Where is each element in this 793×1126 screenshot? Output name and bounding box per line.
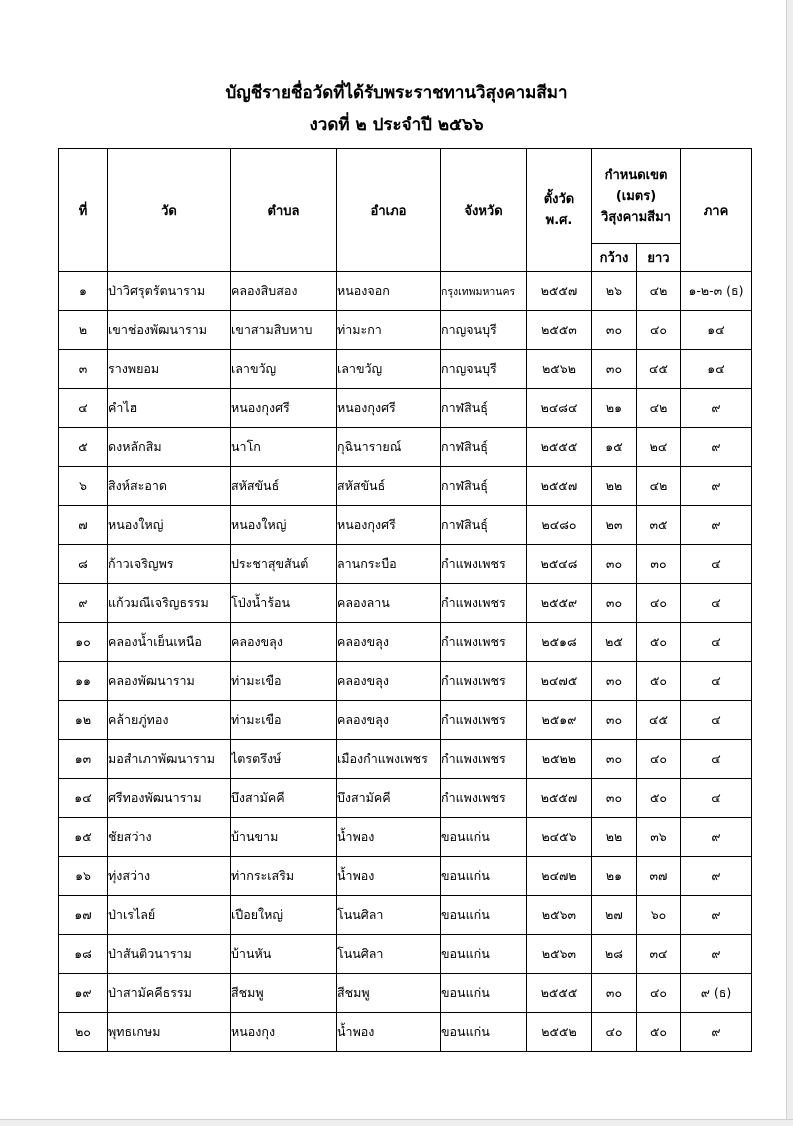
table-row [59,935,752,974]
cell-subdistrict: หนองกุงศรี [231,389,337,428]
header-boundary-line1: กำหนดเขต [604,167,668,183]
cell-length: ๒๔ [637,428,681,467]
cell-region: ๙ [681,467,752,506]
cell-no: ๔ [59,389,108,428]
cell-founded: ๒๔๕๖ [527,818,592,857]
cell-district: บึงสามัคคี [337,779,441,818]
cell-temple: แก้วมณีเจริญธรรม [108,584,231,623]
cell-province: กาฬสินธุ์ [441,428,527,467]
cell-no: ๑๘ [59,935,108,974]
cell-founded: ๒๕๒๒ [527,740,592,779]
cell-no: ๑๗ [59,896,108,935]
cell-region: ๙ [681,1013,752,1052]
header-boundary-line2: (เมตร) [615,188,657,204]
cell-length: ๕๐ [637,662,681,701]
cell-region: ๙ [681,857,752,896]
cell-length: ๔๐ [637,740,681,779]
cell-temple: ดงหลักสิม [108,428,231,467]
cell-founded: ๒๔๘๔ [527,389,592,428]
cell-founded: ๒๕๖๒ [527,350,592,389]
cell-region: ๙ [681,935,752,974]
cell-subdistrict: นาโก [231,428,337,467]
cell-length: ๔๐ [637,584,681,623]
cell-province: ขอนแก่น [441,818,527,857]
cell-region: ๔ [681,545,752,584]
cell-temple: พุทธเกษม [108,1013,231,1052]
table-row [59,740,752,779]
cell-temple: ป่าสันติวนาราม [108,935,231,974]
cell-district: โนนศิลา [337,935,441,974]
cell-district: หนองกุงศรี [337,389,441,428]
cell-temple: ป่าสามัคคีธรรม [108,974,231,1013]
cell-subdistrict: ท่ามะเขือ [231,701,337,740]
cell-founded: ๒๕๖๓ [527,935,592,974]
cell-temple: รางพยอม [108,350,231,389]
cell-province: กรุงเทพมหานคร [441,272,527,311]
cell-province: ขอนแก่น [441,896,527,935]
cell-region: ๙ (ธ) [681,974,752,1013]
cell-founded: ๒๔๗๕ [527,662,592,701]
cell-region: ๙ [681,428,752,467]
table-row [59,350,752,389]
table-row [59,584,752,623]
table-row [59,779,752,818]
cell-width: ๒๑ [592,389,637,428]
cell-province: กาญจนบุรี [441,311,527,350]
cell-district: น้ำพอง [337,857,441,896]
cell-subdistrict: บึงสามัคคี [231,779,337,818]
table-row [59,389,752,428]
cell-region: ๑๔ [681,350,752,389]
page-edge-bottom [0,1119,793,1126]
cell-region: ๙ [681,818,752,857]
table-row [59,857,752,896]
cell-no: ๖ [59,467,108,506]
cell-founded: ๒๕๕๙ [527,584,592,623]
cell-founded: ๒๕๖๓ [527,896,592,935]
cell-length: ๕๐ [637,623,681,662]
header-no: ที่ [59,149,108,272]
cell-length: ๔๕ [637,701,681,740]
cell-subdistrict: ไตรตรึงษ์ [231,740,337,779]
cell-subdistrict: คลองสิบสอง [231,272,337,311]
cell-district: คลองขลุง [337,623,441,662]
cell-district: ท่ามะกา [337,311,441,350]
header-region: ภาค [681,149,752,272]
cell-subdistrict: เลาขวัญ [231,350,337,389]
cell-founded: ๒๕๕๓ [527,311,592,350]
cell-district: เมืองกำแพงเพชร [337,740,441,779]
cell-temple: คล้ายภู่ทอง [108,701,231,740]
header-temple: วัด [108,149,231,272]
cell-width: ๒๒ [592,467,637,506]
table-row [59,545,752,584]
cell-province: กาญจนบุรี [441,350,527,389]
cell-subdistrict: ประชาสุขสันต์ [231,545,337,584]
cell-subdistrict: บ้านหัน [231,935,337,974]
cell-width: ๓๐ [592,584,637,623]
cell-width: ๒๖ [592,272,637,311]
cell-region: ๔ [681,779,752,818]
cell-width: ๒๓ [592,506,637,545]
header-length: ยาว [637,244,681,272]
cell-width: ๓๐ [592,662,637,701]
cell-width: ๓๐ [592,545,637,584]
table-row [59,623,752,662]
cell-region: ๑๔ [681,311,752,350]
cell-no: ๑๓ [59,740,108,779]
cell-region: ๔ [681,662,752,701]
cell-length: ๔๐ [637,974,681,1013]
cell-length: ๔๒ [637,389,681,428]
cell-subdistrict: สีชมพู [231,974,337,1013]
cell-temple: มอสำเภาพัฒนาราม [108,740,231,779]
cell-length: ๔๕ [637,350,681,389]
cell-district: สหัสขันธ์ [337,467,441,506]
cell-province: กำแพงเพชร [441,662,527,701]
cell-founded: ๒๔๗๒ [527,857,592,896]
cell-temple: คลองพัฒนาราม [108,662,231,701]
cell-no: ๓ [59,350,108,389]
cell-no: ๒ [59,311,108,350]
cell-district: คลองลาน [337,584,441,623]
cell-province: กำแพงเพชร [441,584,527,623]
cell-length: ๔๒ [637,467,681,506]
cell-province: กำแพงเพชร [441,623,527,662]
cell-province: ขอนแก่น [441,1013,527,1052]
cell-founded: ๒๕๕๗ [527,272,592,311]
cell-founded: ๒๕๑๙ [527,701,592,740]
cell-district: หนองจอก [337,272,441,311]
cell-width: ๒๕ [592,623,637,662]
cell-length: ๓๕ [637,506,681,545]
cell-no: ๒๐ [59,1013,108,1052]
cell-temple: ป่าวิศรุตรัตนาราม [108,272,231,311]
cell-subdistrict: เปือยใหญ่ [231,896,337,935]
header-subdistrict: ตำบล [231,149,337,272]
cell-width: ๓๐ [592,779,637,818]
table-row [59,974,752,1013]
cell-length: ๕๐ [637,779,681,818]
cell-temple: คลองน้ำเย็นเหนือ [108,623,231,662]
cell-subdistrict: สหัสขันธ์ [231,467,337,506]
cell-subdistrict: ท่ากระเสริม [231,857,337,896]
cell-district: กุฉินารายณ์ [337,428,441,467]
cell-subdistrict: โป่งน้ำร้อน [231,584,337,623]
cell-subdistrict: บ้านขาม [231,818,337,857]
header-district: อำเภอ [337,149,441,272]
cell-width: ๒๗ [592,896,637,935]
cell-no: ๙ [59,584,108,623]
cell-subdistrict: คลองขลุง [231,623,337,662]
cell-district: โนนศิลา [337,896,441,935]
header-boundary-line3: วิสุงคามสีมา [601,209,671,225]
cell-region: ๔ [681,740,752,779]
table-row [59,311,752,350]
cell-temple: ก้าวเจริญพร [108,545,231,584]
cell-no: ๗ [59,506,108,545]
cell-province: ขอนแก่น [441,857,527,896]
cell-subdistrict: เขาสามสิบหาบ [231,311,337,350]
cell-region: ๔ [681,701,752,740]
cell-district: น้ำพอง [337,818,441,857]
cell-founded: ๒๕๑๘ [527,623,592,662]
table-row [59,818,752,857]
cell-no: ๑๙ [59,974,108,1013]
cell-width: ๒๑ [592,857,637,896]
cell-length: ๕๐ [637,1013,681,1052]
cell-province: กำแพงเพชร [441,545,527,584]
cell-subdistrict: หนองกุง [231,1013,337,1052]
cell-temple: หนองใหญ่ [108,506,231,545]
cell-region: ๑-๒-๓ (ธ) [681,272,752,311]
cell-province: ขอนแก่น [441,974,527,1013]
cell-region: ๔ [681,623,752,662]
cell-length: ๓๔ [637,935,681,974]
header-province: จังหวัด [441,149,527,272]
table-row [59,662,752,701]
cell-province: กำแพงเพชร [441,779,527,818]
table-row [59,428,752,467]
cell-no: ๑๔ [59,779,108,818]
table-row [59,1013,752,1052]
cell-province: กาฬสินธุ์ [441,389,527,428]
cell-width: ๔๐ [592,1013,637,1052]
header-founded-line1: ตั้งวัด [543,192,575,207]
cell-width: ๓๐ [592,974,637,1013]
cell-width: ๓๐ [592,311,637,350]
cell-founded: ๒๕๕๕ [527,428,592,467]
cell-length: ๔๒ [637,272,681,311]
cell-district: คลองขลุง [337,701,441,740]
cell-width: ๓๐ [592,701,637,740]
cell-no: ๑๑ [59,662,108,701]
temple-register-table [58,148,752,1052]
cell-temple: ศรีทองพัฒนาราม [108,779,231,818]
cell-founded: ๒๔๘๐ [527,506,592,545]
cell-district: คลองขลุง [337,662,441,701]
cell-temple: ชัยสว่าง [108,818,231,857]
cell-temple: เขาช่องพัฒนาราม [108,311,231,350]
cell-district: หนองกุงศรี [337,506,441,545]
cell-no: ๕ [59,428,108,467]
cell-width: ๑๕ [592,428,637,467]
cell-no: ๑๐ [59,623,108,662]
table-row [59,506,752,545]
cell-founded: ๒๕๕๗ [527,467,592,506]
cell-length: ๔๐ [637,311,681,350]
cell-founded: ๒๕๕๗ [527,779,592,818]
cell-province: กำแพงเพชร [441,701,527,740]
cell-no: ๑๕ [59,818,108,857]
cell-temple: ป่าเรไลย์ [108,896,231,935]
cell-no: ๑๒ [59,701,108,740]
page-edge-right [786,0,793,1126]
cell-width: ๒๒ [592,818,637,857]
cell-province: ขอนแก่น [441,935,527,974]
document-title: บัญชีรายชื่อวัดที่ได้รับพระราชทานวิสุงคามสีมา [225,83,568,103]
cell-no: ๑๖ [59,857,108,896]
header-founded [527,149,592,272]
cell-founded: ๒๕๕๒ [527,1013,592,1052]
cell-district: เลาขวัญ [337,350,441,389]
cell-subdistrict: ท่ามะเขือ [231,662,337,701]
cell-founded: ๒๕๕๕ [527,974,592,1013]
cell-district: น้ำพอง [337,1013,441,1052]
cell-width: ๒๘ [592,935,637,974]
cell-temple: คำไฮ [108,389,231,428]
cell-region: ๙ [681,389,752,428]
table-row [59,701,752,740]
cell-no: ๘ [59,545,108,584]
header-width: กว้าง [592,244,637,272]
header-boundary [592,149,681,244]
cell-temple: ทุ่งสว่าง [108,857,231,896]
cell-no: ๑ [59,272,108,311]
cell-width: ๓๐ [592,350,637,389]
cell-region: ๙ [681,896,752,935]
cell-province: กาฬสินธุ์ [441,506,527,545]
cell-length: ๓๐ [637,545,681,584]
cell-province: กำแพงเพชร [441,740,527,779]
cell-region: ๙ [681,506,752,545]
cell-region: ๔ [681,584,752,623]
cell-width: ๓๐ [592,740,637,779]
table-row [59,467,752,506]
document-subtitle: งวดที่ ๒ ประจำปี ๒๕๖๖ [309,115,484,135]
cell-province: กาฬสินธุ์ [441,467,527,506]
cell-length: ๓๗ [637,857,681,896]
cell-subdistrict: หนองใหญ่ [231,506,337,545]
table-row [59,272,752,311]
cell-founded: ๒๕๔๘ [527,545,592,584]
cell-length: ๓๖ [637,818,681,857]
cell-district: ลานกระบือ [337,545,441,584]
cell-district: สีชมพู [337,974,441,1013]
header-founded-line2: พ.ศ. [545,213,573,228]
table-row [59,896,752,935]
cell-temple: สิงห์สะอาด [108,467,231,506]
cell-length: ๖๐ [637,896,681,935]
